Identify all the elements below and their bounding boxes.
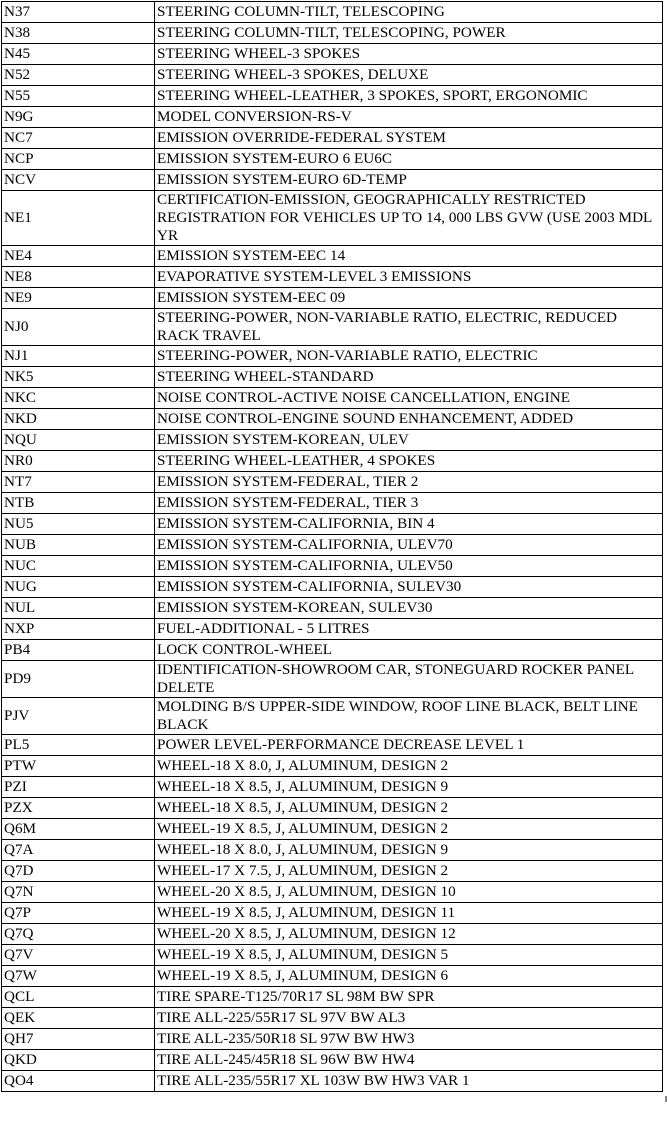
- table-row: [2, 903, 663, 924]
- option-description-cell: STEERING WHEEL-LEATHER, 3 SPOKES, SPORT, ERGONOMIC: [155, 86, 663, 107]
- option-description-cell: EMISSION OVERRIDE-FEDERAL SYSTEM: [155, 128, 663, 149]
- table-row: [2, 577, 663, 598]
- option-code-cell: NKD: [2, 409, 155, 430]
- table-row: [2, 698, 663, 735]
- table-row: [2, 966, 663, 987]
- option-code-cell: QH7: [2, 1029, 155, 1050]
- option-code-cell: PZX: [2, 798, 155, 819]
- table-row: [2, 798, 663, 819]
- option-code-cell: N37: [2, 2, 155, 23]
- option-description-cell: WHEEL-18 X 8.0, J, ALUMINUM, DESIGN 2: [155, 756, 663, 777]
- option-code-cell: PTW: [2, 756, 155, 777]
- option-code-cell: PZI: [2, 777, 155, 798]
- option-description-cell: TIRE ALL-225/55R17 SL 97V BW AL3: [155, 1008, 663, 1029]
- option-description-cell: WHEEL-18 X 8.5, J, ALUMINUM, DESIGN 9: [155, 777, 663, 798]
- table-row: [2, 735, 663, 756]
- option-description-cell: TIRE SPARE-T125/70R17 SL 98M BW SPR: [155, 987, 663, 1008]
- option-description-cell: EMISSION SYSTEM-KOREAN, ULEV: [155, 430, 663, 451]
- table-row: [2, 882, 663, 903]
- table-row: [2, 924, 663, 945]
- table-row: [2, 777, 663, 798]
- table-row: [2, 388, 663, 409]
- option-description-cell: EVAPORATIVE SYSTEM-LEVEL 3 EMISSIONS: [155, 267, 663, 288]
- table-row: [2, 346, 663, 367]
- option-code-cell: PL5: [2, 735, 155, 756]
- option-description-cell: STEERING COLUMN-TILT, TELESCOPING, POWER: [155, 23, 663, 44]
- table-row: [2, 840, 663, 861]
- option-code-cell: NJ1: [2, 346, 155, 367]
- table-row: [2, 170, 663, 191]
- option-description-cell: WHEEL-19 X 8.5, J, ALUMINUM, DESIGN 5: [155, 945, 663, 966]
- option-code-cell: NTB: [2, 493, 155, 514]
- option-description-cell: WHEEL-19 X 8.5, J, ALUMINUM, DESIGN 6: [155, 966, 663, 987]
- table-row: [2, 128, 663, 149]
- option-code-cell: Q7D: [2, 861, 155, 882]
- option-description-cell: EMISSION SYSTEM-EURO 6 EU6C: [155, 149, 663, 170]
- option-code-cell: N9G: [2, 107, 155, 128]
- option-code-cell: QEK: [2, 1008, 155, 1029]
- option-code-cell: QKD: [2, 1050, 155, 1071]
- option-code-cell: N38: [2, 23, 155, 44]
- table-row: [2, 409, 663, 430]
- table-row: [2, 1029, 663, 1050]
- table-row: [2, 661, 663, 698]
- option-code-cell: NUB: [2, 535, 155, 556]
- table-row: [2, 514, 663, 535]
- option-code-cell: QCL: [2, 987, 155, 1008]
- table-row: [2, 149, 663, 170]
- table-row: [2, 556, 663, 577]
- option-description-cell: TIRE ALL-235/55R17 XL 103W BW HW3 VAR 1: [155, 1071, 663, 1092]
- option-code-cell: Q7W: [2, 966, 155, 987]
- table-row: [2, 430, 663, 451]
- option-description-cell: EMISSION SYSTEM-CALIFORNIA, ULEV50: [155, 556, 663, 577]
- option-description-cell: NOISE CONTROL-ACTIVE NOISE CANCELLATION, ENGINE: [155, 388, 663, 409]
- option-description-cell: STEERING-POWER, NON-VARIABLE RATIO, ELECTRIC: [155, 346, 663, 367]
- option-code-cell: Q7V: [2, 945, 155, 966]
- option-code-cell: PB4: [2, 640, 155, 661]
- option-codes-table: [1, 1, 663, 1092]
- option-code-cell: PD9: [2, 661, 155, 698]
- option-code-cell: NUG: [2, 577, 155, 598]
- option-code-cell: Q7P: [2, 903, 155, 924]
- table-row: [2, 367, 663, 388]
- table-row: [2, 535, 663, 556]
- option-code-cell: N45: [2, 44, 155, 65]
- option-description-cell: IDENTIFICATION-SHOWROOM CAR, STONEGUARD ROCKER PANEL DELETE: [155, 661, 663, 698]
- table-row: [2, 756, 663, 777]
- table-row: [2, 451, 663, 472]
- option-description-cell: WHEEL-20 X 8.5, J, ALUMINUM, DESIGN 10: [155, 882, 663, 903]
- option-code-cell: NCP: [2, 149, 155, 170]
- table-row: [2, 107, 663, 128]
- option-description-cell: FUEL-ADDITIONAL - 5 LITRES: [155, 619, 663, 640]
- table-row: [2, 987, 663, 1008]
- option-description-cell: WHEEL-19 X 8.5, J, ALUMINUM, DESIGN 2: [155, 819, 663, 840]
- table-row: [2, 2, 663, 23]
- option-description-cell: WHEEL-20 X 8.5, J, ALUMINUM, DESIGN 12: [155, 924, 663, 945]
- option-code-cell: NE8: [2, 267, 155, 288]
- table-row: [2, 493, 663, 514]
- table-row: [2, 1050, 663, 1071]
- table-row: [2, 819, 663, 840]
- option-description-cell: WHEEL-19 X 8.5, J, ALUMINUM, DESIGN 11: [155, 903, 663, 924]
- table-row: [2, 267, 663, 288]
- table-row: [2, 191, 663, 246]
- option-description-cell: EMISSION SYSTEM-CALIFORNIA, ULEV70: [155, 535, 663, 556]
- option-code-cell: NQU: [2, 430, 155, 451]
- option-code-cell: NUL: [2, 598, 155, 619]
- option-code-cell: N52: [2, 65, 155, 86]
- option-description-cell: STEERING WHEEL-3 SPOKES: [155, 44, 663, 65]
- table-row: [2, 861, 663, 882]
- option-code-cell: NCV: [2, 170, 155, 191]
- option-description-cell: WHEEL-17 X 7.5, J, ALUMINUM, DESIGN 2: [155, 861, 663, 882]
- option-description-cell: NOISE CONTROL-ENGINE SOUND ENHANCEMENT, ADDED: [155, 409, 663, 430]
- table-row: [2, 309, 663, 346]
- option-code-cell: NU5: [2, 514, 155, 535]
- option-code-cell: NUC: [2, 556, 155, 577]
- option-code-cell: Q7A: [2, 840, 155, 861]
- option-code-cell: Q7Q: [2, 924, 155, 945]
- option-description-cell: STEERING WHEEL-LEATHER, 4 SPOKES: [155, 451, 663, 472]
- option-description-cell: POWER LEVEL-PERFORMANCE DECREASE LEVEL 1: [155, 735, 663, 756]
- option-code-cell: PJV: [2, 698, 155, 735]
- option-code-cell: NKC: [2, 388, 155, 409]
- option-description-cell: EMISSION SYSTEM-FEDERAL, TIER 2: [155, 472, 663, 493]
- option-description-cell: STEERING-POWER, NON-VARIABLE RATIO, ELECTRIC, REDUCED RACK TRAVEL: [155, 309, 663, 346]
- table-row: [2, 288, 663, 309]
- option-description-cell: EMISSION SYSTEM-EEC 14: [155, 246, 663, 267]
- table-row: [2, 23, 663, 44]
- table-row: [2, 619, 663, 640]
- option-code-cell: QO4: [2, 1071, 155, 1092]
- option-code-cell: NXP: [2, 619, 155, 640]
- option-code-cell: NT7: [2, 472, 155, 493]
- option-description-cell: MODEL CONVERSION-RS-V: [155, 107, 663, 128]
- option-code-cell: NJ0: [2, 309, 155, 346]
- table-row: [2, 472, 663, 493]
- option-code-cell: Q7N: [2, 882, 155, 903]
- table-row: [2, 86, 663, 107]
- option-code-cell: NR0: [2, 451, 155, 472]
- option-description-cell: LOCK CONTROL-WHEEL: [155, 640, 663, 661]
- option-code-cell: NE1: [2, 191, 155, 246]
- table-row: [2, 598, 663, 619]
- option-code-cell: NE4: [2, 246, 155, 267]
- option-description-cell: TIRE ALL-235/50R18 SL 97W BW HW3: [155, 1029, 663, 1050]
- option-description-cell: EMISSION SYSTEM-KOREAN, SULEV30: [155, 598, 663, 619]
- option-description-cell: EMISSION SYSTEM-CALIFORNIA, SULEV30: [155, 577, 663, 598]
- option-code-cell: NC7: [2, 128, 155, 149]
- option-code-cell: NE9: [2, 288, 155, 309]
- table-row: [2, 640, 663, 661]
- option-description-cell: STEERING COLUMN-TILT, TELESCOPING: [155, 2, 663, 23]
- option-description-cell: EMISSION SYSTEM-EEC 09: [155, 288, 663, 309]
- option-code-cell: N55: [2, 86, 155, 107]
- option-description-cell: TIRE ALL-245/45R18 SL 96W BW HW4: [155, 1050, 663, 1071]
- option-code-cell: NK5: [2, 367, 155, 388]
- option-description-cell: WHEEL-18 X 8.5, J, ALUMINUM, DESIGN 2: [155, 798, 663, 819]
- option-description-cell: WHEEL-18 X 8.0, J, ALUMINUM, DESIGN 9: [155, 840, 663, 861]
- option-description-cell: EMISSION SYSTEM-EURO 6D-TEMP: [155, 170, 663, 191]
- option-description-cell: EMISSION SYSTEM-CALIFORNIA, BIN 4: [155, 514, 663, 535]
- option-codes-body: [2, 2, 663, 1092]
- option-code-cell: Q6M: [2, 819, 155, 840]
- table-row: [2, 945, 663, 966]
- table-row: [2, 246, 663, 267]
- option-description-cell: EMISSION SYSTEM-FEDERAL, TIER 3: [155, 493, 663, 514]
- option-description-cell: MOLDING B/S UPPER-SIDE WINDOW, ROOF LINE BLACK, BELT LINE BLACK: [155, 698, 663, 735]
- table-row: [2, 1008, 663, 1029]
- option-description-cell: CERTIFICATION-EMISSION, GEOGRAPHICALLY RESTRICTED REGISTRATION FOR VEHICLES UP TO 14, 000 LBS GVW (USE 2003 MDL YR: [155, 191, 663, 246]
- option-description-cell: STEERING WHEEL-STANDARD: [155, 367, 663, 388]
- table-row: [2, 44, 663, 65]
- table-row: [2, 1071, 663, 1092]
- table-row: [2, 65, 663, 86]
- option-description-cell: STEERING WHEEL-3 SPOKES, DELUXE: [155, 65, 663, 86]
